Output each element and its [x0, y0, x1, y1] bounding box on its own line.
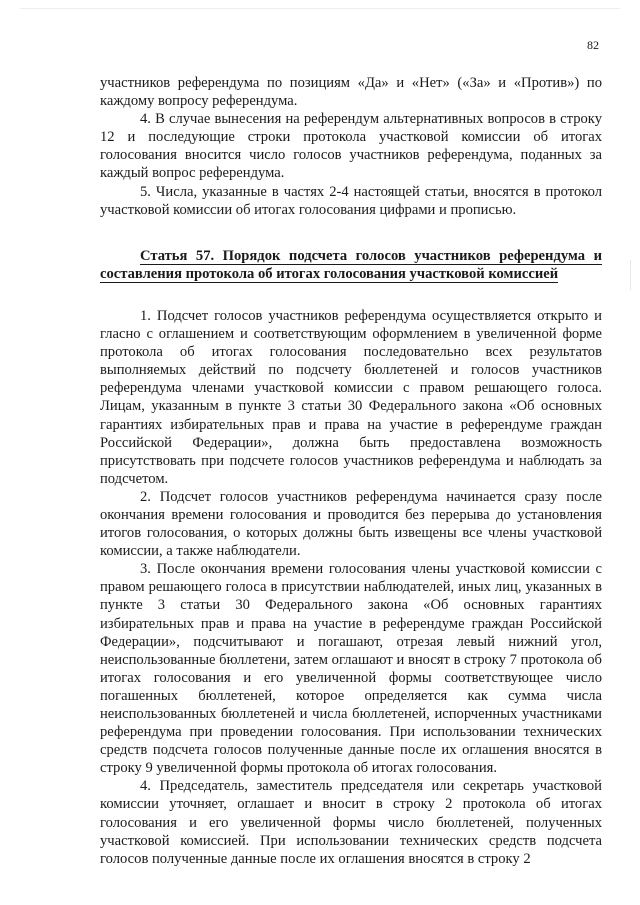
- paragraph-part-5: 5. Числа, указанные в частях 2-4 настоящей статьи, вносятся в протокол участковой комиссии об итогах голосования цифрами и прописью.: [100, 183, 602, 218]
- article-57-title-text: Статья 57. Порядок подсчета голосов участников референдума и составления протокола об итогах голосования участковой комиссией: [100, 247, 602, 282]
- scan-artifact-right: [630, 260, 631, 290]
- paragraph-part-4: 4. В случае вынесения на референдум альтернативных вопросов в строку 12 и последующие строки протокола участковой комиссии об итогах голосования вносится число голосов участников референдума, поданных за каждый вопрос референдума.: [100, 111, 602, 182]
- article-57-paragraph-1: 1. Подсчет голосов участников референдума осуществляется открыто и гласно с оглашением и соответствующим оформлением в увеличенной форме протокола об итогах голосования последовательно всех результатов выполняемых действий по подсчету бюллетеней и голосов участников референдума членами участковой комиссии с правом решающего голоса. Лицам, указанным в пункте 3 статьи 30 Федерального закона «Об основных гарантиях избирательных прав и права на участие в референдуме граждан Российской Федерации», должна быть предоставлена возможность присутствовать при подсчете голосов участников референдума и наблюдать за подсчетом.: [100, 307, 602, 487]
- page-number: 82: [587, 38, 599, 52]
- article-57-paragraph-2: 2. Подсчет голосов участников референдума начинается сразу после окончания времени голосования и проводится без перерыва до установления итогов голосования, о которых должны быть извещены все члены участковой комиссии, а также наблюдатели.: [100, 488, 602, 560]
- article-57-paragraph-4: 4. Председатель, заместитель председателя или секретарь участковой комиссии уточняет, оглашает и вносит в строку 2 протокола об итогах голосования и его увеличенной формы число бюллетеней, полученных участковой комиссией. При использовании технических средств подсчета голосов полученные данные после их оглашения вносятся в строку 2: [100, 778, 602, 867]
- article-57-title: [100, 247, 602, 283]
- scan-artifact-top: [20, 8, 620, 9]
- article-57-paragraph-3: 3. После окончания времени голосования члены участковой комиссии с правом решающего голоса в присутствии наблюдателей, иных лиц, указанных в пункте 3 статьи 30 Федерального закона «Об основных гарантиях избирательных прав и права на участие в референдуме граждан Российской Федерации», подсчитывают и погашают, отрезая левый нижний угол, неиспользованные бюллетени, затем оглашают и вносят в строку 7 протокола об итогах голосования и его увеличенной формы соответствующее число погашенных бюллетеней, которое определяется как сумма числа неиспользованных бюллетеней и числа бюллетеней, испорченных участниками референдума при проведении голосования. При использовании технических средств подсчета голосов полученные данные после их оглашения вносятся в строку 9 увеличенной формы протокола об итогах голосования.: [100, 561, 602, 777]
- paragraph-continuation: участников референдума по позициям «Да» и «Нет» («За» и «Против») по каждому вопросу референдума.: [100, 75, 602, 110]
- document-body: [100, 74, 602, 868]
